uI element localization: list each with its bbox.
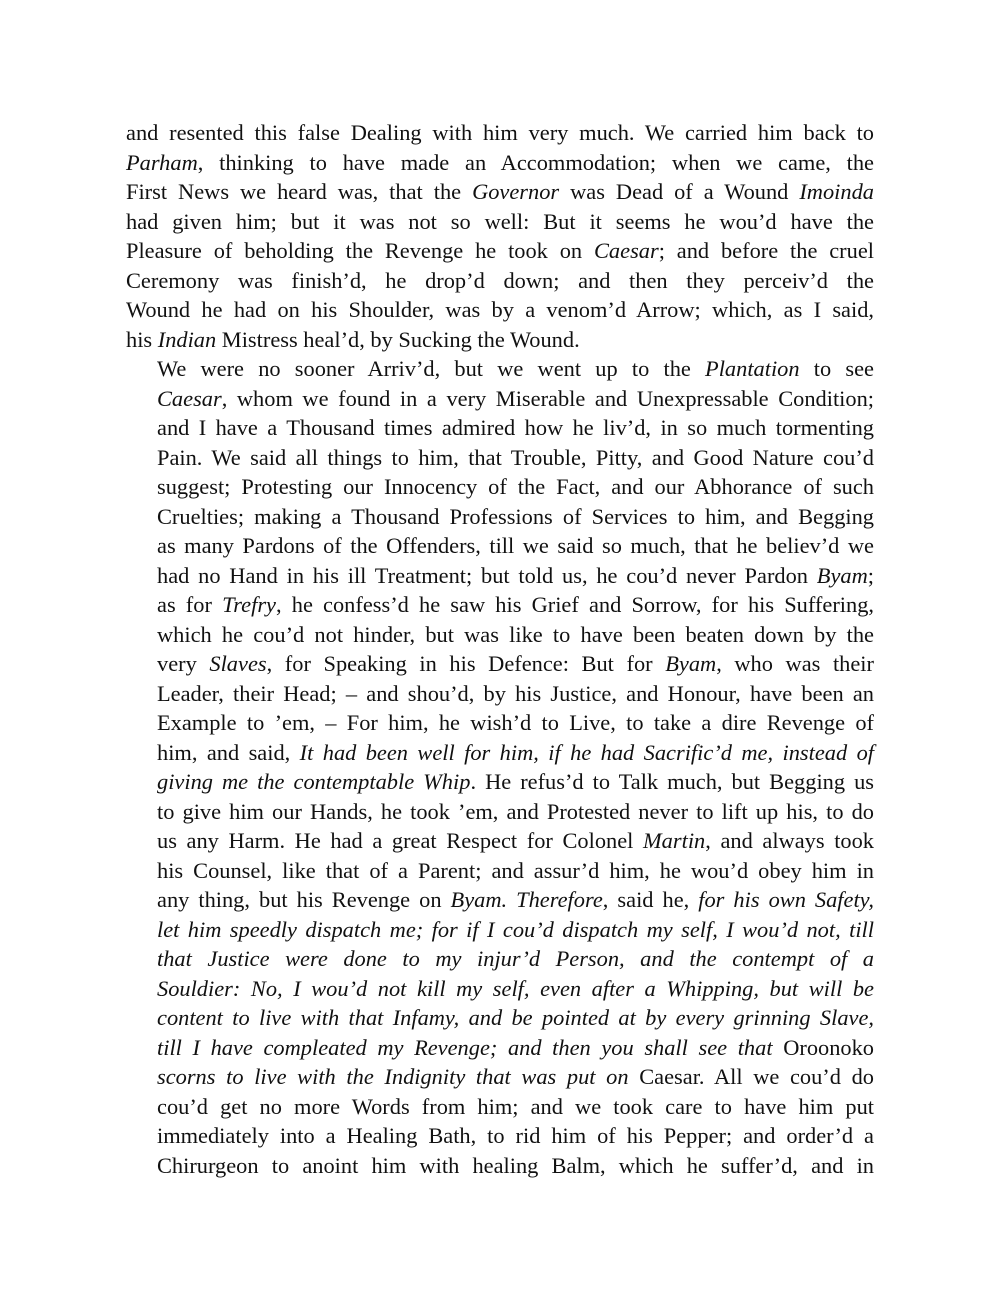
text-line xyxy=(126,1092,874,1122)
text-run: , said he, xyxy=(602,887,699,912)
italic-text: Byam xyxy=(816,562,868,588)
text-run: as many Pardons of the Offenders, till we said so much, that he believ’d we xyxy=(157,533,874,558)
italic-text: Plantation xyxy=(705,356,800,381)
italic-text: Slaves xyxy=(209,651,267,676)
text-run: his xyxy=(126,326,158,352)
italic-text: Caesar xyxy=(157,385,222,411)
text-run: Wound he had on his Shoulder, was by a venom’d Arrow; which, as I said, xyxy=(126,297,874,322)
text-run: very xyxy=(157,651,210,676)
text-line xyxy=(126,118,874,148)
text-run: , who was their xyxy=(716,651,874,676)
text-line xyxy=(126,944,874,974)
text-run: , and always took xyxy=(705,828,875,853)
text-run: had no Hand in his ill Treatment; but told us, he cou’d never Pardon xyxy=(157,562,817,588)
text-line xyxy=(126,1003,874,1033)
text-run: Oroonoko xyxy=(772,1034,874,1060)
text-line xyxy=(126,472,874,502)
text-run: , for Speaking in his Defence: But for xyxy=(266,651,666,676)
italic-text: Byam xyxy=(665,651,717,676)
text-line xyxy=(126,148,874,178)
text-run: , thinking to have made an Accommodation; when we came, the xyxy=(197,149,874,175)
text-run: Chirurgeon to anoint him with healing Balm, which he suffer’d, and in xyxy=(157,1152,874,1178)
text-run: Mistress heal’d, by Sucking the Wound. xyxy=(216,326,580,352)
text-line xyxy=(126,885,874,915)
italic-text: let him speedly dispatch me; for if I cou’d dispatch my self, I wou’d not, till xyxy=(157,916,874,942)
text-line xyxy=(126,856,874,886)
italic-text: Souldier: No, I wou’d not kill my self, even after a Whipping, but will be xyxy=(157,975,874,1001)
italic-text: till I have compleated my Revenge; and then you shall see that xyxy=(157,1034,773,1060)
text-run: First News we heard was, that the xyxy=(126,179,473,204)
italic-text: Trefry xyxy=(222,592,276,617)
italic-text: Martin xyxy=(643,828,706,853)
paragraph xyxy=(126,118,874,354)
text-line xyxy=(126,384,874,414)
text-line xyxy=(126,708,874,738)
text-run: immediately into a Healing Bath, to rid him of his Pepper; and order’d a xyxy=(157,1123,874,1148)
text-run: and I have a Thousand times admired how he liv’d, in so much tormenting xyxy=(157,415,874,440)
italic-text: Caesar xyxy=(594,238,659,263)
italic-text: giving me the contemptable Whip xyxy=(157,769,471,794)
text-line xyxy=(126,266,874,296)
text-run: . He refus’d to Talk much, but Begging us xyxy=(470,769,874,794)
text-line xyxy=(126,915,874,945)
text-run: had given him; but it was not so well: But it seems he wou’d have the xyxy=(126,208,874,234)
text-line xyxy=(126,561,874,591)
text-line xyxy=(126,1151,874,1181)
text-line xyxy=(126,767,874,797)
italic-text: Byam. Therefore xyxy=(450,887,603,912)
text-run: Example to ’em, – For him, he wish’d to Live, to take a dire Revenge of xyxy=(157,710,874,735)
italic-text: for his own Safety, xyxy=(698,887,874,912)
text-run: which he cou’d not hinder, but was like to have been beaten down by the xyxy=(157,621,874,647)
text-line xyxy=(126,738,874,768)
text-line xyxy=(126,649,874,679)
text-line xyxy=(126,325,874,355)
text-run: ; and before the cruel xyxy=(658,238,874,263)
italic-text: It had been well for him, if he had Sacrific’d me, instead of xyxy=(299,739,874,765)
text-line xyxy=(126,207,874,237)
text-run: , whom we found in a very Miserable and Unexpressable Condition; xyxy=(221,385,874,411)
text-line xyxy=(126,679,874,709)
text-line xyxy=(126,502,874,532)
text-line xyxy=(126,1033,874,1063)
text-line xyxy=(126,531,874,561)
text-run: Pleasure of beholding the Revenge he took on xyxy=(126,238,594,263)
paragraph xyxy=(126,354,874,1180)
text-line xyxy=(126,620,874,650)
text-line xyxy=(126,1121,874,1151)
text-line xyxy=(126,826,874,856)
text-run: his Counsel, like that of a Parent; and assur’d him, he wou’d obey him in xyxy=(157,857,874,883)
text-run: Ceremony was finish’d, he drop’d down; and then they perceiv’d the xyxy=(126,267,874,293)
text-line xyxy=(126,974,874,1004)
italic-text: Governor xyxy=(472,179,560,204)
text-run: to see xyxy=(799,356,874,381)
italic-text: Imoinda xyxy=(799,179,874,204)
text-run: was Dead of a Wound xyxy=(559,179,800,204)
text-run: Caesar. All we cou’d do xyxy=(628,1064,875,1089)
text-run: to give him our Hands, he took ’em, and Protested never to lift up his, to do xyxy=(157,798,874,824)
text-line xyxy=(126,1062,874,1092)
text-line xyxy=(126,590,874,620)
text-run: cou’d get no more Words from him; and we took care to have him put xyxy=(157,1093,874,1119)
text-line xyxy=(126,797,874,827)
text-line xyxy=(126,295,874,325)
text-run: and resented this false Dealing with him very much. We carried him back to xyxy=(126,120,874,145)
text-run: any thing, but his Revenge on xyxy=(157,887,451,912)
text-run: We were no sooner Arriv’d, but we went up to the xyxy=(157,356,706,381)
text-run: us any Harm. He had a great Respect for Colonel xyxy=(157,828,644,853)
italic-text: content to live with that Infamy, and be pointed at by every grinning Slave, xyxy=(157,1005,874,1030)
text-run: Pain. We said all things to him, that Trouble, Pitty, and Good Nature cou’d xyxy=(157,444,874,470)
text-line xyxy=(126,413,874,443)
text-run: him, and said, xyxy=(157,739,300,765)
italic-text: Indian xyxy=(157,326,217,352)
italic-text: scorns to live with the Indignity that was put on xyxy=(157,1064,629,1089)
page-body xyxy=(126,118,874,1180)
italic-text: Parham xyxy=(126,149,198,175)
italic-text: that Justice were done to my injur’d Person, and the contempt of a xyxy=(157,946,874,971)
text-run: Cruelties; making a Thousand Professions of Services to him, and Begging xyxy=(157,503,874,529)
text-run: suggest; Protesting our Innocency of the Fact, and our Abhorance of such xyxy=(157,474,874,499)
text-line xyxy=(126,443,874,473)
text-line xyxy=(126,354,874,384)
text-run: , he confess’d he saw his Grief and Sorrow, for his Suffering, xyxy=(276,592,874,617)
text-line xyxy=(126,236,874,266)
text-line xyxy=(126,177,874,207)
text-run: ; xyxy=(867,562,874,588)
text-run: Leader, their Head; – and shou’d, by his Justice, and Honour, have been an xyxy=(157,680,874,706)
text-run: as for xyxy=(157,592,223,617)
